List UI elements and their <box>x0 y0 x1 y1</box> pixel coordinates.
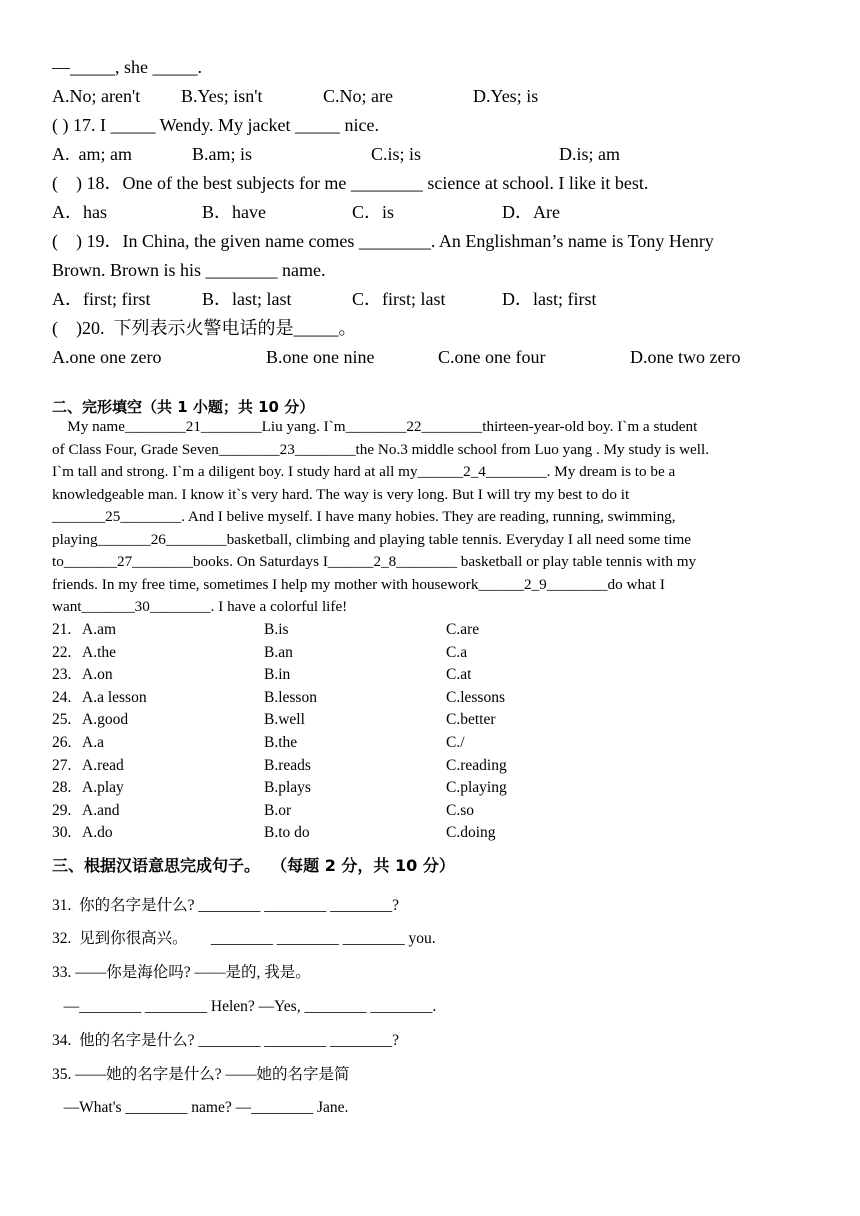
choice-option-b: B.an <box>264 643 293 661</box>
choice-option-c: C.so <box>446 801 474 819</box>
choice-option-b: B.the <box>264 734 298 751</box>
q18-question: ( ) 18．One of the best subjects for me ________ science at school. I like it best. <box>52 173 649 193</box>
choice-option-a: A.on <box>82 666 113 684</box>
passage-line: My name________21________Liu yang. I`m________22________thirteen-year-old boy. I`m a student <box>52 418 698 435</box>
choice-option-a: A.and <box>82 801 120 819</box>
q19-option-c: C．first; last <box>352 289 446 309</box>
q20-question: ( )20. 下列表示火警电话的是_____。 <box>52 318 357 338</box>
q17-option-b: B.am; is <box>192 144 253 164</box>
choice-number: 26. <box>52 734 72 751</box>
q19-option-a: A．first; first <box>52 289 151 309</box>
q33-answer-line: —________ ________ Helen? —Yes, ________ ________. <box>52 998 437 1015</box>
choice-option-c: C.at <box>446 666 472 684</box>
choice-number: 30. <box>52 824 72 842</box>
passage-line: playing_______26________basketball, climbing and playing table tennis. Everyday I all need some time <box>52 530 692 548</box>
choice-option-c: C.better <box>446 711 496 729</box>
q18-option-c: C．is <box>352 202 395 222</box>
q19-question-cont: Brown. Brown is his ________ name. <box>52 260 326 280</box>
section3-title: 三、根据汉语意思完成句子。 （每题 2 分，共 10 分） <box>52 856 455 875</box>
choice-number: 28. <box>52 779 72 797</box>
choice-option-c: C./ <box>446 734 465 751</box>
q35-line: 35. ——她的名字是什么? ——她的名字是简 <box>52 1066 350 1083</box>
q16-option-d: D.Yes; is <box>473 86 539 106</box>
choice-option-c: C.playing <box>446 779 507 797</box>
cloze-passage <box>52 416 794 619</box>
choice-option-a: A.a <box>82 734 104 751</box>
q20-option-a: A.one one zero <box>52 347 162 367</box>
q17-option-a: A. am; am <box>52 144 132 164</box>
choice-option-a: A.a lesson <box>82 688 147 706</box>
choice-option-a: A.am <box>82 621 117 638</box>
q32-line: 32. 见到你很高兴。 ________ ________ ________ you. <box>52 930 436 947</box>
q18-option-b: B．have <box>202 202 266 222</box>
choice-number: 22. <box>52 643 72 661</box>
passage-line: knowledgeable man. I know it`s very hard. The way is very long. But I will try my best to do it <box>52 485 630 503</box>
q20-option-c: C.one one four <box>438 347 546 367</box>
choice-option-c: C.lessons <box>446 688 505 706</box>
choice-number: 25. <box>52 711 72 729</box>
q19-option-b: B．last; last <box>202 289 292 309</box>
choice-option-c: C.reading <box>446 756 507 774</box>
q19-option-d: D．last; first <box>502 289 597 309</box>
q18-option-a: A．has <box>52 202 107 222</box>
choice-option-b: B.lesson <box>264 688 317 706</box>
q20-option-d: D.one two zero <box>630 347 741 367</box>
choice-number: 27. <box>52 756 72 774</box>
q33-line: 33. ——你是海伦吗? ——是的, 我是。 <box>52 964 311 981</box>
choice-option-b: B.plays <box>264 779 311 797</box>
q35-answer-line: —What's ________ name? —________ Jane. <box>52 1099 349 1116</box>
section2-title: 二、完形填空（共 1 小题；共 10 分） <box>52 398 315 416</box>
q31-line: 31. 你的名字是什么? ________ ________ ________? <box>52 897 400 914</box>
choice-option-b: B.is <box>264 621 289 638</box>
q18-option-d: D．Are <box>502 202 560 222</box>
passage-line: of Class Four, Grade Seven________23________the No.3 middle school from Luo yang . My study is well. <box>52 440 710 458</box>
choice-option-b: B.well <box>264 711 305 729</box>
choice-option-a: A.the <box>82 643 117 661</box>
q16-option-b: B.Yes; isn't <box>181 86 263 106</box>
choice-option-a: A.good <box>82 711 129 729</box>
q16-option-c: C.No; are <box>323 86 393 106</box>
passage-line: _______25________. And I belive myself. I have many hobies. They are reading, running, swimming, <box>52 508 676 525</box>
choice-option-c: C.are <box>446 621 480 638</box>
choice-option-b: B.to do <box>264 824 310 842</box>
passage-line: to_______27________books. On Saturdays I______2_8________ basketball or play table tennis with my <box>52 553 697 570</box>
passage-line: want_______30________. I have a colorful life! <box>52 598 348 615</box>
choice-number: 29. <box>52 801 72 819</box>
choice-number: 23. <box>52 666 72 684</box>
choice-option-b: B.reads <box>264 756 311 774</box>
q34-line: 34. 他的名字是什么? ________ ________ ________? <box>52 1032 400 1049</box>
choice-number: 24. <box>52 688 72 706</box>
q17-option-c: C.is; is <box>371 144 422 164</box>
q16-answer-line: —_____, she _____. <box>52 57 202 77</box>
choice-option-a: A.do <box>82 824 113 842</box>
q17-question: ( ) 17. I _____ Wendy. My jacket _____ nice. <box>52 115 379 135</box>
choice-option-b: B.in <box>264 666 291 684</box>
q20-option-b: B.one one nine <box>266 347 375 367</box>
choice-option-a: A.read <box>82 756 124 774</box>
q17-option-d: D.is; am <box>559 144 620 164</box>
q19-question: ( ) 19．In China, the given name comes ________. An Englishman’s name is Tony Henry <box>52 231 714 251</box>
passage-line: friends. In my free time, sometimes I help my mother with housework______2_9________do what I <box>52 575 665 593</box>
choice-number: 21. <box>52 621 72 638</box>
choice-option-a: A.play <box>82 779 124 797</box>
choice-option-c: C.a <box>446 643 468 661</box>
q16-option-a: A.No; aren't <box>52 86 141 106</box>
passage-line: I`m tall and strong. I`m a diligent boy. I study hard at all my______2_4________. My dream is to be a <box>52 463 676 480</box>
choice-option-b: B.or <box>264 801 292 819</box>
choice-option-c: C.doing <box>446 824 496 842</box>
